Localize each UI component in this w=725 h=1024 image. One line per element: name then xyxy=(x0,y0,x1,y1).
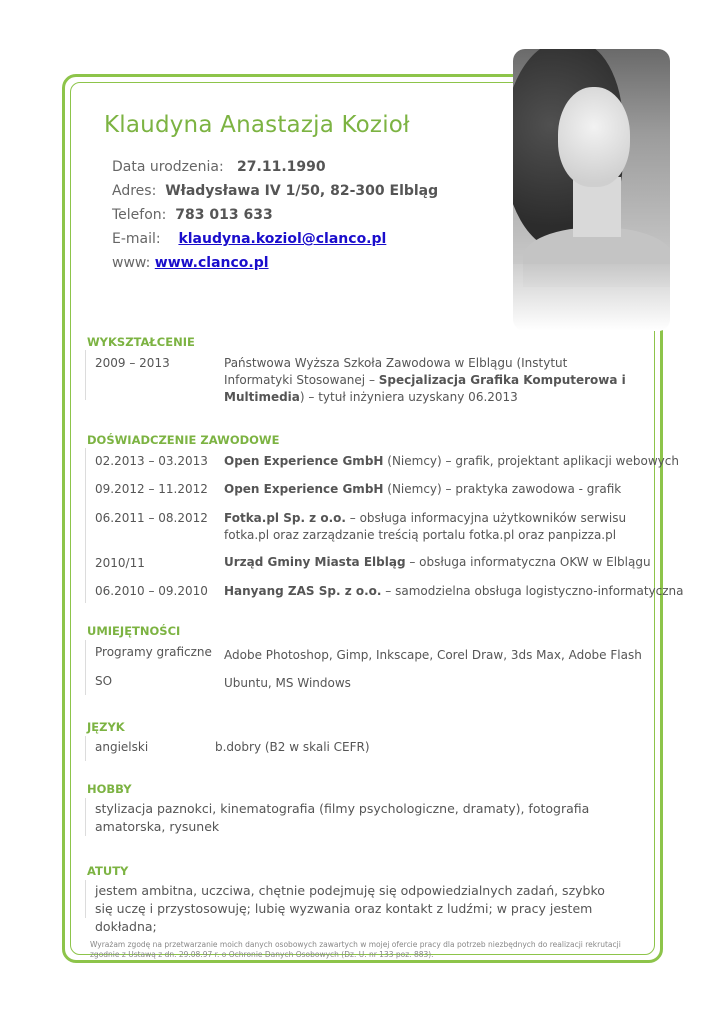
email-link[interactable]: klaudyna.koziol@clanco.pl xyxy=(178,231,387,247)
experience-period: 09.2012 – 11.2012 xyxy=(95,482,208,496)
experience-desc: (Niemcy) – grafik, projektant aplikacji webowych xyxy=(383,454,679,468)
skill-label: Programy graficzne xyxy=(95,645,212,659)
experience-period: 02.2013 – 03.2013 xyxy=(95,454,208,468)
experience-period: 06.2011 – 08.2012 xyxy=(95,511,208,525)
experience-company: Fotka.pl Sp. z o.o. xyxy=(224,511,346,525)
experience-period: 2010/11 xyxy=(95,556,145,570)
email-label: E-mail: xyxy=(112,231,161,247)
profile-photo xyxy=(513,49,670,331)
photo-reflection xyxy=(513,264,670,331)
experience-description xyxy=(224,453,679,470)
education-text-b: ) – tytuł inżyniera uzyskany 06.2013 xyxy=(299,390,518,404)
phone-label: Telefon: xyxy=(112,207,167,223)
photo-image xyxy=(513,49,670,264)
experience-company: Open Experience GmbH xyxy=(224,454,384,468)
hobby-divider xyxy=(85,798,86,836)
experience-company: Hanyang ZAS Sp. z o.o. xyxy=(224,584,382,598)
phone-row xyxy=(112,207,273,223)
phone-value: 783 013 633 xyxy=(175,207,273,223)
education-period: 2009 – 2013 xyxy=(95,356,170,370)
address-row xyxy=(112,183,438,199)
skills-heading: UMIEJĘTNOŚCI xyxy=(87,624,181,638)
skill-value: Ubuntu, MS Windows xyxy=(224,676,351,690)
experience-desc: – samodzielna obsługa logistyczno-informatyczna xyxy=(381,584,684,598)
experience-desc: – obsługa informacyjna użytkowników serwisu fotka.pl oraz zarządzanie treścią portalu fotka.pl oraz panpizza.pl xyxy=(224,511,627,542)
strengths-text: jestem ambitna, uczciwa, chętnie podejmuję się odpowiedzialnych zadań, szybko się uczę i przystosowuję; lubię wyzwania oraz kontakt z ludźmi; w pracy jestem dokładna; xyxy=(95,883,605,934)
www-label: www: xyxy=(112,255,151,271)
education-description xyxy=(224,355,634,406)
birth-date-row xyxy=(112,159,326,175)
email-row xyxy=(112,231,386,247)
experience-company: Open Experience GmbH xyxy=(224,482,384,496)
experience-description xyxy=(224,510,634,544)
strengths-heading: ATUTY xyxy=(87,864,129,878)
strengths-divider xyxy=(85,880,86,918)
birth-date-value: 27.11.1990 xyxy=(237,159,326,175)
experience-period: 06.2010 – 09.2010 xyxy=(95,584,208,598)
birth-date-label: Data urodzenia: xyxy=(112,159,224,175)
hobby-text: stylizacja paznokci, kinematografia (filmy psychologiczne, dramaty), fotografia amatorska, rysunek xyxy=(95,801,590,834)
language-heading: JĘZYK xyxy=(87,720,125,734)
language-label: angielski xyxy=(95,740,149,754)
www-link[interactable]: www.clanco.pl xyxy=(154,255,269,271)
address-label: Adres: xyxy=(112,183,157,199)
experience-description xyxy=(224,554,651,571)
hobby-heading: HOBBY xyxy=(87,782,132,796)
language-divider xyxy=(85,736,86,761)
skill-value: Adobe Photoshop, Gimp, Inkscape, Corel Draw, 3ds Max, Adobe Flash xyxy=(224,648,642,662)
education-heading: WYKSZTAŁCENIE xyxy=(87,335,195,349)
gdpr-consent-clause: Wyrażam zgodę na przetwarzanie moich danych osobowych zawartych w mojej ofercie pracy dla potrzeb niezbędnych do realizacji rekrutacji zgodnie z Ustawą z dn. 29.08.97 r. o Ochronie Danych Osobowych (Dz. U. nr 133 poz. 883). xyxy=(90,940,621,959)
address-value: Władysława IV 1/50, 82-300 Elbląg xyxy=(165,183,439,199)
experience-description xyxy=(224,583,684,600)
experience-company: Urząd Gminy Miasta Elbląg xyxy=(224,555,406,569)
education-text-a: Państwowa Wyższa Szkoła Zawodowa w Elblągu (Instytut Informatyki Stosowanej – xyxy=(224,356,568,387)
www-row xyxy=(112,255,269,271)
experience-desc: (Niemcy) – praktyka zawodowa - grafik xyxy=(383,482,622,496)
experience-description xyxy=(224,481,634,498)
skills-divider xyxy=(85,640,86,695)
education-specialization: Specjalizacja Grafika Komputerowa i Multimedia xyxy=(224,373,626,404)
experience-heading: DOŚWIADCZENIE ZAWODOWE xyxy=(87,433,280,447)
skill-label: SO xyxy=(95,674,113,688)
candidate-name: Klaudyna Anastazja Kozioł xyxy=(104,112,410,138)
photo-face xyxy=(558,87,630,187)
education-divider xyxy=(85,350,86,400)
experience-desc: – obsługa informatyczna OKW w Elblągu xyxy=(405,555,651,569)
experience-divider xyxy=(85,448,86,603)
language-level: b.dobry (B2 w skali CEFR) xyxy=(215,740,370,754)
